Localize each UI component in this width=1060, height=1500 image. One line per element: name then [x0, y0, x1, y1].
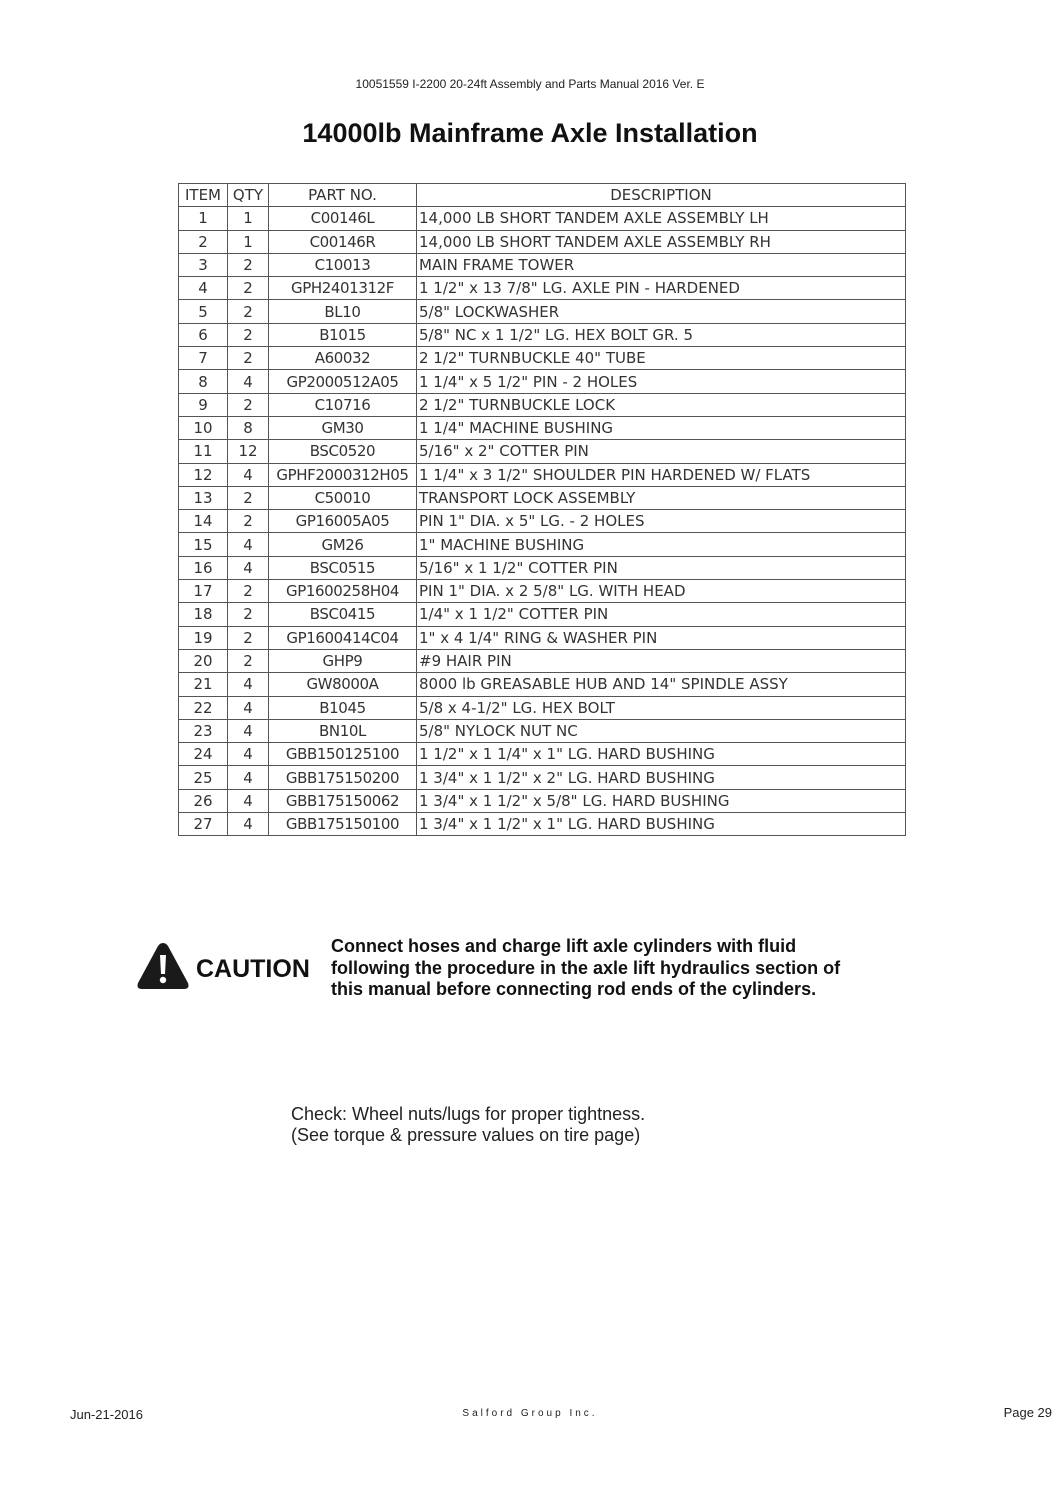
cell-description: 5/8" NYLOCK NUT NC — [417, 719, 906, 742]
cell-item: 24 — [179, 743, 228, 766]
table-row — [179, 230, 906, 253]
cell-qty: 2 — [228, 626, 269, 649]
cell-part-no: GBB175150062 — [269, 789, 417, 812]
cell-item: 23 — [179, 719, 228, 742]
table-row — [179, 347, 906, 370]
cell-qty: 4 — [228, 533, 269, 556]
cell-part-no: C00146R — [269, 230, 417, 253]
page-title: 14000lb Mainframe Axle Installation — [302, 118, 758, 148]
check-note-line: Check: Wheel nuts/lugs for proper tightness. — [291, 1104, 646, 1124]
cell-qty: 4 — [228, 463, 269, 486]
cell-part-no: C50010 — [269, 486, 417, 509]
cell-description: 5/16" x 2" COTTER PIN — [417, 440, 906, 463]
caution-label: CAUTION — [196, 955, 310, 983]
cell-part-no: BL10 — [269, 300, 417, 323]
cell-part-no: GBB175150200 — [269, 766, 417, 789]
cell-part-no: C10013 — [269, 253, 417, 276]
footer-page-number: Page 29 — [1003, 1405, 1052, 1420]
cell-description: PIN 1" DIA. x 2 5/8" LG. WITH HEAD — [417, 580, 906, 603]
cell-description: 5/16" x 1 1/2" COTTER PIN — [417, 556, 906, 579]
table-row — [179, 649, 906, 672]
table-row — [179, 766, 906, 789]
cell-description: 14,000 LB SHORT TANDEM AXLE ASSEMBLY LH — [417, 207, 906, 230]
column-header-qty: QTY — [228, 184, 269, 207]
cell-description: 8000 lb GREASABLE HUB AND 14" SPINDLE ASSY — [417, 673, 906, 696]
cell-description: 1 1/2" x 13 7/8" LG. AXLE PIN - HARDENED — [417, 277, 906, 300]
check-note-line: (See torque & pressure values on tire page) — [291, 1125, 641, 1145]
cell-description: 1 1/2" x 1 1/4" x 1" LG. HARD BUSHING — [417, 743, 906, 766]
table-row — [179, 300, 906, 323]
cell-description: 1 3/4" x 1 1/2" x 2" LG. HARD BUSHING — [417, 766, 906, 789]
cell-part-no: GP1600414C04 — [269, 626, 417, 649]
cell-qty: 4 — [228, 696, 269, 719]
cell-item: 17 — [179, 580, 228, 603]
cell-description: 1" MACHINE BUSHING — [417, 533, 906, 556]
cell-part-no: C10716 — [269, 393, 417, 416]
cell-item: 4 — [179, 277, 228, 300]
cell-qty: 1 — [228, 207, 269, 230]
cell-item: 5 — [179, 300, 228, 323]
cell-item: 25 — [179, 766, 228, 789]
cell-part-no: B1045 — [269, 696, 417, 719]
column-header-part-no: PART NO. — [269, 184, 417, 207]
cell-item: 18 — [179, 603, 228, 626]
cell-part-no: GP2000512A05 — [269, 370, 417, 393]
cell-part-no: GHP9 — [269, 649, 417, 672]
cell-qty: 2 — [228, 300, 269, 323]
cell-part-no: B1015 — [269, 323, 417, 346]
check-note — [291, 1104, 645, 1146]
cell-item: 22 — [179, 696, 228, 719]
cell-qty: 2 — [228, 486, 269, 509]
table-row — [179, 696, 906, 719]
cell-qty: 4 — [228, 673, 269, 696]
cell-qty: 4 — [228, 813, 269, 836]
caution-message-line: Connect hoses and charge lift axle cylinders with fluid — [331, 936, 797, 956]
cell-part-no: GPH2401312F — [269, 277, 417, 300]
cell-item: 26 — [179, 789, 228, 812]
cell-description: 1" x 4 1/4" RING & WASHER PIN — [417, 626, 906, 649]
table-row — [179, 556, 906, 579]
column-header-description: DESCRIPTION — [417, 184, 906, 207]
table-row — [179, 719, 906, 742]
cell-item: 8 — [179, 370, 228, 393]
cell-part-no: GBB175150100 — [269, 813, 417, 836]
table-row — [179, 603, 906, 626]
table-row — [179, 813, 906, 836]
cell-qty: 1 — [228, 230, 269, 253]
cell-part-no: A60032 — [269, 347, 417, 370]
cell-part-no: GPHF2000312H05 — [269, 463, 417, 486]
cell-description: 2 1/2" TURNBUCKLE LOCK — [417, 393, 906, 416]
parts-table-header-row — [179, 184, 906, 207]
cell-part-no: GW8000A — [269, 673, 417, 696]
table-row — [179, 533, 906, 556]
cell-item: 13 — [179, 486, 228, 509]
cell-part-no: GBB150125100 — [269, 743, 417, 766]
caution-message-line: following the procedure in the axle lift hydraulics section of — [331, 957, 841, 978]
table-row — [179, 743, 906, 766]
table-row — [179, 370, 906, 393]
cell-description: PIN 1" DIA. x 5" LG. - 2 HOLES — [417, 510, 906, 533]
cell-qty: 2 — [228, 603, 269, 626]
cell-item: 14 — [179, 510, 228, 533]
warning-triangle-icon — [136, 940, 190, 992]
cell-description: 14,000 LB SHORT TANDEM AXLE ASSEMBLY RH — [417, 230, 906, 253]
cell-qty: 2 — [228, 393, 269, 416]
cell-qty: 8 — [228, 416, 269, 439]
cell-item: 7 — [179, 347, 228, 370]
cell-item: 15 — [179, 533, 228, 556]
cell-qty: 2 — [228, 510, 269, 533]
table-row — [179, 207, 906, 230]
cell-part-no: BN10L — [269, 719, 417, 742]
table-row — [179, 393, 906, 416]
cell-qty: 2 — [228, 580, 269, 603]
cell-item: 20 — [179, 649, 228, 672]
cell-item: 27 — [179, 813, 228, 836]
cell-qty: 4 — [228, 556, 269, 579]
footer-company: Salford Group Inc. — [462, 1408, 598, 1419]
parts-table-body — [179, 207, 906, 836]
cell-description: 1 1/4" x 5 1/2" PIN - 2 HOLES — [417, 370, 906, 393]
column-header-item: ITEM — [179, 184, 228, 207]
cell-description: 2 1/2" TURNBUCKLE 40" TUBE — [417, 347, 906, 370]
cell-item: 16 — [179, 556, 228, 579]
cell-part-no: GM26 — [269, 533, 417, 556]
cell-part-no: BSC0520 — [269, 440, 417, 463]
parts-table — [178, 183, 906, 836]
cell-qty: 12 — [228, 440, 269, 463]
cell-item: 21 — [179, 673, 228, 696]
cell-qty: 2 — [228, 323, 269, 346]
cell-qty: 4 — [228, 370, 269, 393]
cell-qty: 4 — [228, 743, 269, 766]
cell-part-no: C00146L — [269, 207, 417, 230]
cell-description: #9 HAIR PIN — [417, 649, 906, 672]
table-row — [179, 463, 906, 486]
cell-item: 19 — [179, 626, 228, 649]
cell-description: 5/8" LOCKWASHER — [417, 300, 906, 323]
cell-part-no: GP16005A05 — [269, 510, 417, 533]
cell-part-no: GP1600258H04 — [269, 580, 417, 603]
cell-description: 1 3/4" x 1 1/2" x 5/8" LG. HARD BUSHING — [417, 789, 906, 812]
cell-description: MAIN FRAME TOWER — [417, 253, 906, 276]
table-row — [179, 486, 906, 509]
footer-date: Jun-21-2016 — [70, 1407, 143, 1422]
caution-message — [331, 936, 951, 1001]
cell-qty: 2 — [228, 277, 269, 300]
cell-description: 1 3/4" x 1 1/2" x 1" LG. HARD BUSHING — [417, 813, 906, 836]
cell-description: TRANSPORT LOCK ASSEMBLY — [417, 486, 906, 509]
cell-item: 1 — [179, 207, 228, 230]
cell-qty: 4 — [228, 766, 269, 789]
cell-part-no: BSC0515 — [269, 556, 417, 579]
cell-item: 6 — [179, 323, 228, 346]
cell-item: 11 — [179, 440, 228, 463]
cell-description: 1 1/4" x 3 1/2" SHOULDER PIN HARDENED W/ FLATS — [417, 463, 906, 486]
table-row — [179, 789, 906, 812]
table-row — [179, 673, 906, 696]
cell-item: 10 — [179, 416, 228, 439]
cell-item: 9 — [179, 393, 228, 416]
table-row — [179, 277, 906, 300]
table-row — [179, 253, 906, 276]
cell-part-no: GM30 — [269, 416, 417, 439]
cell-description: 1 1/4" MACHINE BUSHING — [417, 416, 906, 439]
cell-description: 5/8" NC x 1 1/2" LG. HEX BOLT GR. 5 — [417, 323, 906, 346]
cell-part-no: BSC0415 — [269, 603, 417, 626]
cell-item: 12 — [179, 463, 228, 486]
cell-item: 2 — [179, 230, 228, 253]
table-row — [179, 323, 906, 346]
table-row — [179, 510, 906, 533]
cell-qty: 2 — [228, 649, 269, 672]
cell-item: 3 — [179, 253, 228, 276]
caution-message-line: this manual before connecting rod ends of the cylinders. — [331, 979, 817, 999]
manual-reference-header: 10051559 I-2200 20-24ft Assembly and Parts Manual 2016 Ver. E — [355, 77, 705, 91]
cell-description: 5/8 x 4-1/2" LG. HEX BOLT — [417, 696, 906, 719]
table-row — [179, 416, 906, 439]
cell-qty: 2 — [228, 347, 269, 370]
table-row — [179, 580, 906, 603]
cell-qty: 4 — [228, 789, 269, 812]
cell-qty: 4 — [228, 719, 269, 742]
table-row — [179, 440, 906, 463]
cell-description: 1/4" x 1 1/2" COTTER PIN — [417, 603, 906, 626]
table-row — [179, 626, 906, 649]
cell-qty: 2 — [228, 253, 269, 276]
